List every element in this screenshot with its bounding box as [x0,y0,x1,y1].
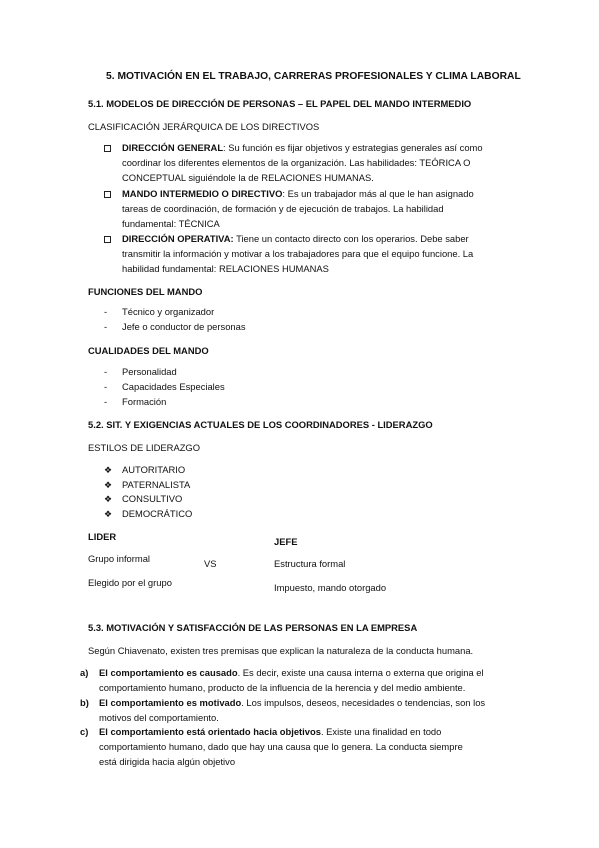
premisa-c-line-2: comportamiento humano, dado que hay una causa que lo genera. La conducta siempre [99,741,463,752]
section-5-3-heading: 5.3. MOTIVACIÓN Y SATISFACCIÓN DE LAS PERSONAS EN LA EMPRESA [88,622,418,633]
jefe-row-2: Impuesto, mando otorgado [274,582,387,593]
premisa-a-text: . Es decir, existe una causa interna o externa que origina el [237,667,484,678]
funciones-item: Técnico y organizador [122,306,215,317]
directivo-item-1-line-2: coordinar los diferentes elementos de la organización. Las habilidades: TEÓRICA O [122,157,471,168]
checkbox-bullet-icon [104,191,111,198]
section-5-2-heading: 5.2. SIT. Y EXIGENCIAS ACTUALES DE LOS COORDINADORES - LIDERAZGO [88,419,433,430]
list-marker-c: c) [80,726,89,737]
cualidades-item: Personalidad [122,366,177,377]
directivo-item-1-line-1 [122,140,483,156]
premisa-a-line-1 [99,665,484,681]
premisa-c-line-1 [99,724,441,740]
premisa-b-line-2: motivos del comportamiento. [99,712,219,723]
diamond-bullet-icon: ❖ [104,509,113,519]
funciones-heading: FUNCIONES DEL MANDO [88,286,203,297]
funciones-item: Jefe o conductor de personas [122,321,246,332]
checkbox-bullet-icon [104,145,111,152]
dash-bullet: - [104,396,108,407]
premisa-c-bold: El comportamiento está orientado hacia objetivos [99,726,321,737]
dash-bullet: - [104,321,108,332]
lider-row-1: Grupo informal [88,553,151,564]
premisa-c-text: . Existe una finalidad en todo [320,726,442,737]
directivo-item-3-line-1 [122,231,469,247]
cualidades-heading: CUALIDADES DEL MANDO [88,345,209,356]
lider-row-2: Elegido por el grupo [88,577,172,588]
list-marker-b: b) [80,697,89,708]
estilo-item: PATERNALISTA [122,479,191,490]
directivo-item-1-term: DIRECCIÓN GENERAL [122,142,224,153]
list-marker-a: a) [80,667,89,678]
premisa-b-line-1 [99,695,485,711]
section-5-3-intro: Según Chiavenato, existen tres premisas que explican la naturaleza de la conducta humana. [88,645,474,656]
section-5-1-subheading: CLASIFICACIÓN JERÁRQUICA DE LOS DIRECTIVOS [88,121,320,132]
dash-bullet: - [104,366,108,377]
lider-label: LIDER [88,531,117,542]
checkbox-bullet-icon [104,236,111,243]
directivo-item-2-term: MANDO INTERMEDIO O DIRECTIVO [122,188,283,199]
jefe-row-1: Estructura formal [274,558,346,569]
estilo-item: DEMOCRÁTICO [122,508,193,519]
cualidades-item: Capacidades Especiales [122,381,225,392]
premisa-a-bold: El comportamiento es causado [99,667,238,678]
directivo-item-2-line-1 [122,186,474,202]
directivo-item-3-text: Tiene un contacto directo con los operarios. Debe saber [233,233,469,244]
premisa-b-bold: El comportamiento es motivado [99,697,242,708]
dash-bullet: - [104,381,108,392]
directivo-item-2-text: : Es un trabajador más al que le han asignado [282,188,474,199]
estilo-item: CONSULTIVO [122,493,183,504]
page-title: 5. MOTIVACIÓN EN EL TRABAJO, CARRERAS PROFESIONALES Y CLIMA LABORAL [106,71,521,82]
premisa-b-text: . Los impulsos, deseos, necesidades o tendencias, son los [241,697,486,708]
diamond-bullet-icon: ❖ [104,494,113,504]
directivo-item-2-line-3: fundamental: TÉCNICA [122,218,220,229]
diamond-bullet-icon: ❖ [104,480,113,490]
section-5-2-subheading: ESTILOS DE LIDERAZGO [88,442,201,453]
directivo-item-2-line-2: tareas de coordinación, de formación y de ejecución de trabajos. La habilidad [122,203,444,214]
directivo-item-1-line-3: CONCEPTUAL siguiéndole la de RELACIONES HUMANAS. [122,172,374,183]
cualidades-item: Formación [122,396,167,407]
premisa-a-line-2: comportamiento humano, producto de la influencia de la herencia y del medio ambiente. [99,682,466,693]
directivo-item-1-text: : Su función es fijar objetivos y estrategias generales así como [223,142,483,153]
dash-bullet: - [104,306,108,317]
directivo-item-3-term: DIRECCIÓN OPERATIVA: [122,233,234,244]
premisa-c-line-3: está dirigida hacia algún objetivo [99,756,236,767]
jefe-label: JEFE [274,536,298,547]
section-5-1-heading: 5.1. MODELOS DE DIRECCIÓN DE PERSONAS – EL PAPEL DEL MANDO INTERMEDIO [88,98,472,109]
estilo-item: AUTORITARIO [122,464,186,475]
vs-label: VS [204,558,217,569]
directivo-item-3-line-3: habilidad fundamental: RELACIONES HUMANAS [122,263,329,274]
diamond-bullet-icon: ❖ [104,465,113,475]
directivo-item-3-line-2: transmitir la información y motivar a los trabajadores para que el equipo funcione. La [122,248,474,259]
